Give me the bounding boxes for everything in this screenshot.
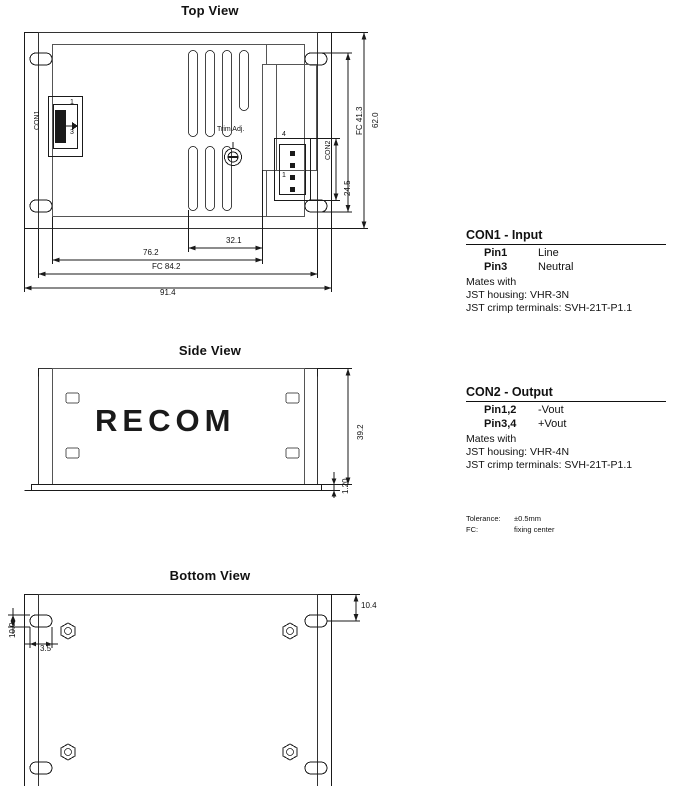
- con2-pin1-label: 1: [282, 172, 286, 179]
- con2-spec-block: [466, 385, 666, 472]
- dim-39-2: 39.2: [356, 424, 365, 440]
- dim-fc-41-3: FC 41.3: [355, 106, 364, 135]
- trim-adj-label: Trim Adj.: [217, 126, 245, 133]
- con1-pin-row: [466, 261, 666, 273]
- con2-pin-row: [466, 404, 666, 416]
- con2-pin34: Pin3,4: [484, 418, 517, 430]
- con1-pin1: Pin1: [484, 247, 508, 259]
- dim-10-4: 10.4: [361, 601, 377, 610]
- bottom-view-drawing: [0, 586, 400, 786]
- con1-pin-row: [466, 247, 666, 259]
- con1-pin1-label: 1: [70, 99, 74, 106]
- con1-note-mates: Mates with: [466, 276, 517, 288]
- con2-spec-title: CON2 - Output: [466, 385, 666, 402]
- tolerance-key: Tolerance:: [466, 514, 501, 523]
- con2-pin12-signal: -Vout: [538, 404, 564, 416]
- top-view-drawing: [0, 20, 400, 320]
- side-view-title: Side View: [178, 343, 242, 358]
- con1-spec-title: CON1 - Input: [466, 228, 666, 245]
- con1-note-terminals: JST crimp terminals: SVH-21T-P1.1: [466, 302, 633, 314]
- con2-note-terminals: JST crimp terminals: SVH-21T-P1.1: [466, 459, 633, 471]
- con2-pin-row: [466, 418, 666, 430]
- con1-pin1-signal: Line: [538, 247, 559, 259]
- con1-pin3-signal: Neutral: [538, 261, 574, 273]
- fc-row: [466, 524, 554, 535]
- con2-pin4-label: 4: [282, 131, 286, 138]
- dim-62-0: 62.0: [371, 112, 380, 128]
- con2-label: CON2: [325, 140, 332, 160]
- con1-note-housing: JST housing: VHR-3N: [466, 289, 570, 301]
- con2-note-housing: JST housing: VHR-4N: [466, 446, 570, 458]
- con2-pin12: Pin1,2: [484, 404, 517, 416]
- dim-1-20: 1.20: [341, 478, 350, 494]
- recom-wordmark: RECOM: [95, 403, 236, 438]
- con2-note-mates: Mates with: [466, 433, 517, 445]
- con2-pin34-signal: +Vout: [538, 418, 567, 430]
- dim-91-4: 91.4: [160, 288, 176, 297]
- bottom-view-title: Bottom View: [169, 568, 251, 583]
- dim-fc-84-2: FC 84.2: [152, 262, 181, 271]
- dim-76-2: 76.2: [143, 248, 159, 257]
- dim-32-1: 32.1: [226, 236, 242, 245]
- dim-10-0: 10.0: [8, 622, 17, 638]
- con1-label: CON1: [34, 110, 41, 130]
- fc-value: fixing center: [514, 525, 555, 534]
- top-view-title: Top View: [181, 3, 239, 18]
- dim-3-5: 3.5: [40, 644, 52, 653]
- dim-24-5: 24.5: [343, 180, 352, 196]
- fc-key: FC:: [466, 525, 479, 534]
- con1-spec-block: [466, 228, 666, 315]
- tolerance-block: [466, 513, 554, 535]
- con1-pin3: Pin3: [484, 261, 508, 273]
- tolerance-row: [466, 513, 554, 524]
- con1-pin3-label: 3: [70, 129, 74, 136]
- tolerance-value: ±0.5mm: [514, 514, 542, 523]
